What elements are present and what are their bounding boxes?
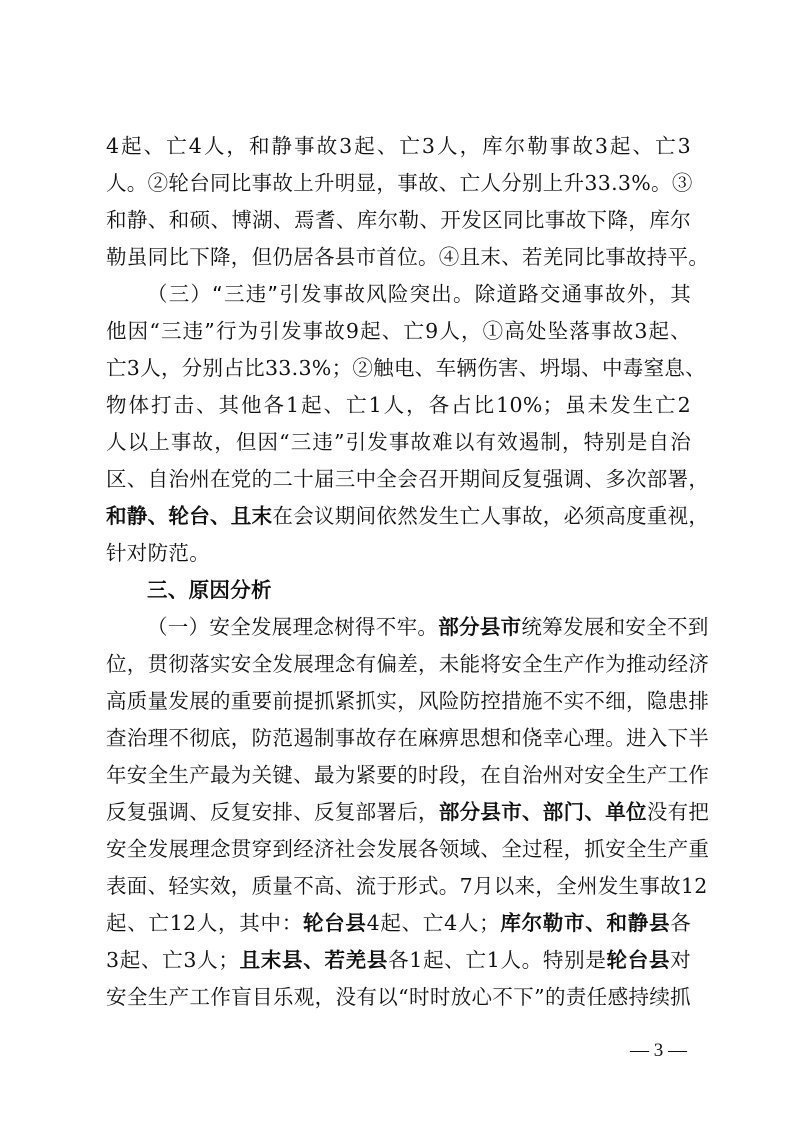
bold-text: 和静、轮台、且末 [106,504,273,528]
text-line: （三）“三违”引发事故风险突出。除道路交通事故外，其 [147,282,691,306]
bold-text: 轮台县 [606,948,671,972]
text-line: 高质量发展的重要前提抓紧抓实，风险防控措施不实不细，隐患排 [106,689,710,713]
text-line: 人以上事故，但因“三违”引发事故难以有效遏制，特别是自治 [106,430,691,454]
text-line: 勒虽同比下降，但仍居各县市首位。④且末、若羌同比事故持平。 [106,245,710,269]
text-line: 亡3人，分别占比33.3%；②触电、车辆伤害、坍塌、中毒窒息、 [106,356,706,380]
document-body [106,128,710,1016]
bold-text: 且末县、若羌县 [239,948,389,972]
text-line: 4起、亡4人，和静事故3起、亡3人，库尔勒事故3起、亡3 [106,134,691,158]
bold-text: 库尔勒市、和静县 [499,911,671,935]
paragraph-2 [106,276,710,572]
paragraph-1 [106,128,710,276]
text-line: 人。②轮台同比事故上升明显，事故、亡人分别上升33.3%。③ [106,171,693,195]
text-line: 安全生产工作盲目乐观，没有以“时时放心不下”的责任感持续抓 [106,985,691,1009]
bold-text: 轮台县 [302,911,367,935]
text-line: 他因“三违”行为引发事故9起、亡9人，①高处坠落事故3起、 [106,319,691,343]
text-line: 区、自治州在党的二十届三中全会召开期间反复强调、多次部署， [106,467,710,491]
text-line: 物体打击、其他各1起、亡1人，各占比10%；虽未发生亡2 [106,393,691,417]
bold-text: 部分县市 [438,615,522,639]
text-line: 位，贯彻落实安全发展理念有偏差，未能将安全生产作为推动经济 [106,652,710,676]
text-line: 表面、轻实效，质量不高、流于形式。7月以来，全州发生事故12 [106,874,708,898]
text-line: 和静、和硕、博湖、焉耆、库尔勒、开发区同比事故下降，库尔 [106,208,691,232]
text-line: 安全发展理念贯穿到经济社会发展各领域、全过程，抓安全生产重 [106,837,710,861]
subsection-title: （一）安全发展理念树得不牢 [147,615,418,639]
text-line: 3起、亡3人；且末县、若羌县各1起、亡1人。特别是轮台县对 [106,948,692,972]
bold-text: 部分县市、部门、单位 [438,800,647,824]
text-line: 年安全生产最为关键、最为紧要的时段，在自治州对安全生产工作 [106,763,710,787]
text-line: 和静、轮台、且末在会议期间依然发生亡人事故，必须高度重视， [106,504,710,528]
text-line: 起、亡12人，其中：轮台县4起、亡4人；库尔勒市、和静县各 [106,911,691,935]
text-line: （一）安全发展理念树得不牢。部分县市统筹发展和安全不到 [147,615,709,639]
text-line: 反复强调、反复安排、反复部署后，部分县市、部门、单位没有把 [106,800,710,824]
text-line: 针对防范。 [106,541,210,565]
text-line: 查治理不彻底，防范遏制事故存在麻痹思想和侥幸心理。进入下半 [106,726,710,750]
subsection-title: （三）“三违”引发事故风险突出 [147,282,454,306]
section-heading: 三、原因分析 [147,578,272,602]
paragraph-3 [106,609,710,1016]
page-number: — 3 — [630,1040,687,1061]
